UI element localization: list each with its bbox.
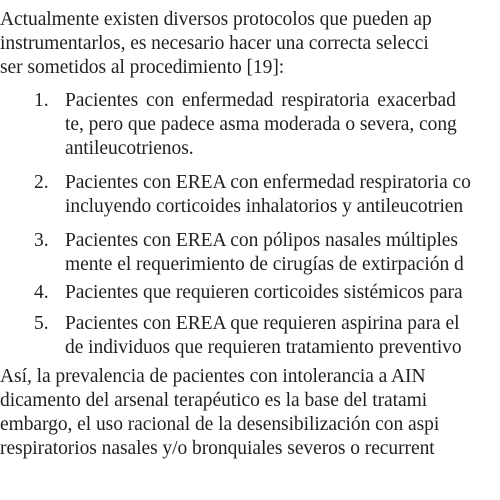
list-item-line: Pacientes que requieren corticoides sistémicos para: [65, 282, 463, 303]
list-item-line: Pacientes con EREA que requieren aspirina para el: [65, 313, 460, 334]
list-item-line: te, pero que padece asma moderada o severa, cong: [65, 114, 457, 135]
list-item-number: 3.: [34, 230, 49, 251]
list-item-line: incluyendo corticoides inhalatorios y antileucotrien: [65, 196, 464, 217]
list-item-line: de individuos que requieren tratamiento preventivo: [65, 337, 462, 358]
intro-line: instrumentarlos, es necesario hacer una correcta selecci: [0, 33, 429, 54]
list-item-number: 4.: [34, 282, 49, 303]
list-item-line: Pacientes con EREA con enfermedad respiratoria co: [65, 172, 471, 193]
list-item-line: Pacientes con EREA con pólipos nasales múltiples: [65, 230, 458, 251]
list-item-line: mente el requerimiento de cirugías de extirpación d: [65, 254, 464, 275]
outro-line: respiratorios nasales y/o bronquiales severos o recurrent: [0, 438, 435, 459]
outro-line: embargo, el uso racional de la desensibilización con aspi: [0, 414, 440, 435]
list-item-line: antileucotrienos.: [65, 138, 194, 159]
outro-line: Así, la prevalencia de pacientes con intolerancia a AIN: [0, 366, 426, 387]
outro-line: dicamento del arsenal terapéutico es la base del tratami: [0, 390, 428, 411]
list-item-line: Pacientes con enfermedad respiratoria exacerbad: [65, 90, 456, 111]
list-item-number: 2.: [34, 172, 49, 193]
list-item-number: 5.: [34, 313, 49, 334]
list-item-number: 1.: [34, 90, 49, 111]
intro-line: ser sometidos al procedimiento [19]:: [0, 57, 285, 78]
intro-line: Actualmente existen diversos protocolos que pueden ap: [0, 9, 432, 30]
